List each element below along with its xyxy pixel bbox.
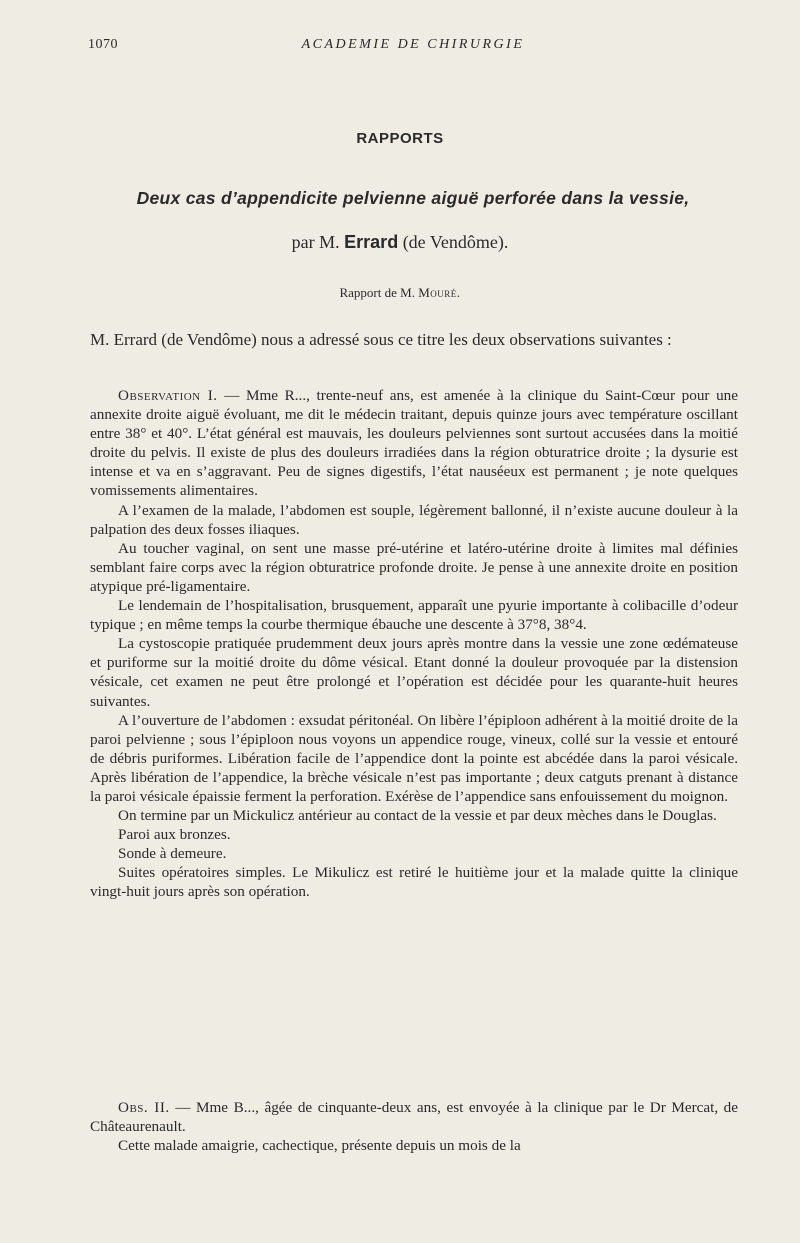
observation-1-paragraph: On termine par un Mickulicz antérieur au contact de la vessie et par deux mèches dans le Douglas. [118, 807, 717, 825]
observation-1-paragraph: Sonde à demeure. [118, 845, 227, 863]
observation-1-paragraph [90, 386, 738, 501]
section-heading: RAPPORTS [356, 130, 444, 147]
observation-1-paragraph: A l’examen de la malade, l’abdomen est souple, légèrement ballonné, il n’existe aucune douleur à la palpation des deux fosses iliaques. [90, 501, 738, 538]
observation-2 [90, 1098, 738, 1155]
observation-2-paragraph: Cette malade amaigrie, cachectique, présente depuis un mois de la [118, 1137, 521, 1155]
observation-1-label: Observation I. [118, 387, 218, 404]
observation-1-text: — Mme R..., trente-neuf ans, est amenée à la clinique du Saint-Cœur pour une annexite droite aiguë évoluant, me dit le médecin traitant, depuis quinze jours avec température oscillant entre 38° et 40°. L’état général est mauvais, les douleurs pelviennes sont surtout accusées dans la moitié droite du pelvis. Il existe de plus des douleurs irradiées dans la région obturatrice droite ; la dysurie est intense et va en s’aggravant. Peu de signes digestifs, l’état nauséeux est permanent ; je note quelques vomissements alimentaires. [90, 387, 739, 500]
observation-1-paragraph: A l’ouverture de l’abdomen : exsudat péritonéal. On libère l’épiploon adhérent à la moitié droite de la paroi pelvienne ; sous l’épiploon nous voyons un appendice rouge, vineux, collé sur la vessie et entouré de débris puriformes. Libération facile de l’appendice dont la pointe est abcédée dans la paroi vésicale. Après libération de l’appendice, la brèche vésicale n’est pas importante ; deux catguts prenant à distance la paroi vésicale épaissie ferment la perforation. Exérèse de l’appendice sans enfouissement du moignon. [90, 711, 738, 805]
observation-1-paragraph: Paroi aux bronzes. [118, 826, 231, 844]
observation-1-paragraph: Le lendemain de l’hospitalisation, brusquement, apparaît une pyurie importante à colibacille d’odeur typique ; en même temps la courbe thermique ébauche une descente à 37°8, 38°4. [90, 597, 738, 634]
reporter-name: Mouré. [418, 285, 461, 300]
journal-title: ACADEMIE DE CHIRURGIE [301, 37, 525, 52]
observation-1 [90, 386, 738, 902]
observation-2-paragraph [90, 1098, 738, 1136]
observation-1-paragraph: Au toucher vaginal, on sent une masse pré-utérine et latéro-utérine droite à limites mal définies semblant faire corps avec la région obturatrice profonde droite. Je pense à une annexite droite en position atypique pré-ligamentaire. [90, 539, 738, 595]
report-prefix: Rapport de M. [339, 285, 415, 300]
observation-2-text: — Mme B..., âgée de cinquante-deux ans, est envoyée à la clinique par le Dr Mercat, de Châteaurenault. [90, 1099, 739, 1136]
byline-prefix: par M. [291, 232, 340, 252]
observation-1-paragraph: Suites opératoires simples. Le Mikulicz est retiré le huitième jour et la malade quitte la clinique vingt-huit jours après son opération. [90, 864, 738, 901]
intro-paragraph: M. Errard (de Vendôme) nous a adressé sous ce titre les deux observations suivantes : [90, 330, 672, 349]
page-number: 1070 [88, 37, 118, 52]
observation-2-label: Obs. II. [118, 1099, 170, 1116]
observation-1-paragraph: La cystoscopie pratiquée prudemment deux jours après montre dans la vessie une zone œdémateuse et puriforme sur la moitié droite du dôme vésical. Etant donné la douleur provoquée par la distension vésicale, cet examen ne peut être prolongé et l’opération est décidée pour les quarante-huit heures suivantes. [90, 635, 738, 710]
byline [0, 232, 800, 253]
author-name: Errard [344, 232, 399, 252]
article-title: Deux cas d’appendicite pelvienne aiguë perforée dans la vessie, [136, 188, 690, 208]
reporter-line [0, 285, 800, 301]
author-place: (de Vendôme). [402, 232, 509, 252]
